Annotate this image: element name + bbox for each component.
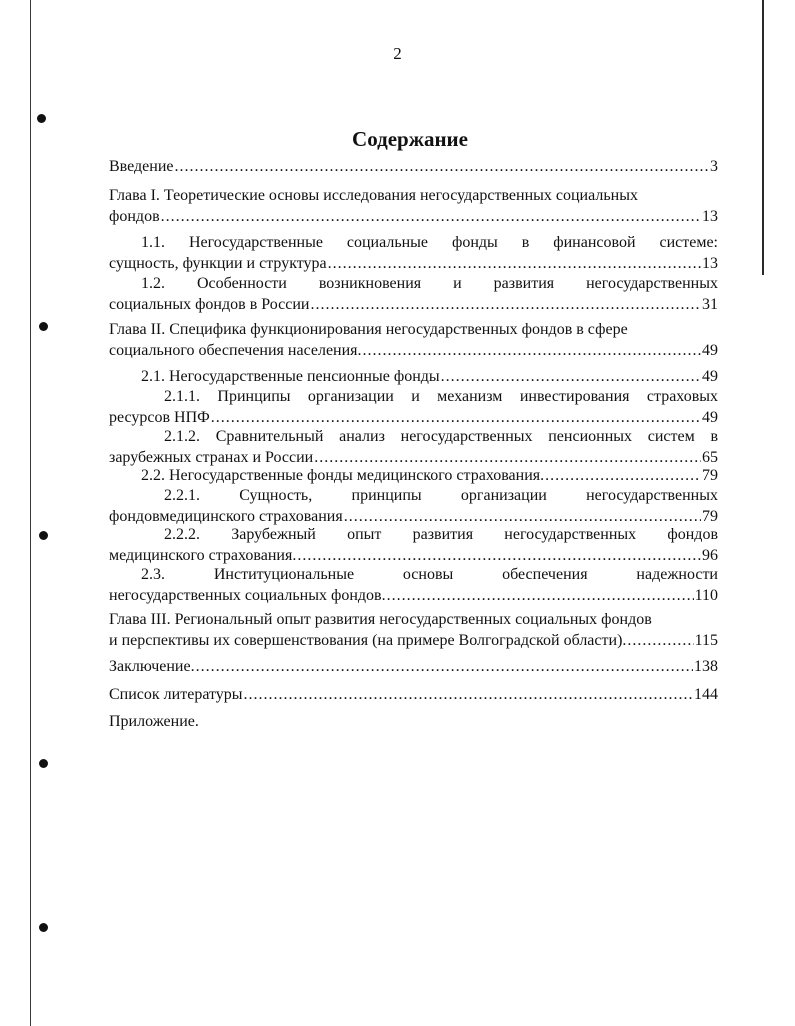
toc-entry-title: фондов [109,208,160,225]
toc-entry-intro[interactable] [109,156,718,177]
toc-page-number: 115 [694,632,718,649]
toc-entry-title: Приложение. [109,713,199,730]
toc-page-number: 65 [702,449,718,466]
toc-page-number: 49 [702,342,718,359]
toc-leader-dots [387,585,694,606]
toc-entry-title: фондовмедицинского страхования [109,508,343,525]
toc-entry-section-2-1[interactable] [141,366,718,387]
toc-entry-section-2-2-2[interactable] [109,524,718,566]
toc-leader-dots [211,407,701,428]
toc-entry-title-line: Глава II. Специфика функционирования негосударственных фондов в сфере [109,321,628,338]
toc-page-number: 79 [702,467,718,484]
toc-entry-chapter-1[interactable] [109,185,718,227]
toc-entry-title-line: 2.3. Институциональные основы обеспечения надежности [141,566,718,583]
punch-hole-mark [39,759,48,768]
toc-leader-dots [196,656,693,677]
toc-leader-dots [441,366,701,387]
toc-leader-dots [175,156,710,177]
toc-entry-section-2-3[interactable] [109,564,718,606]
page-number: 2 [393,44,402,63]
toc-entry-section-2-2-1[interactable] [109,485,718,527]
toc-entry-title-line: Глава I. Теоретические основы исследования негосударственных социальных [109,187,638,204]
toc-entry-title: негосударственных социальных фондов. [109,587,386,604]
toc-page-number: 49 [702,368,718,385]
toc-leader-dots [363,340,701,361]
toc-entry-chapter-3[interactable] [109,609,718,651]
toc-entry-title: Заключение. [109,658,195,675]
toc-entry-title: социального обеспечения населения. [109,342,362,359]
toc-entry-section-2-1-2[interactable] [109,426,718,468]
toc-page-number: 144 [694,686,718,703]
toc-page-number: 3 [710,158,718,175]
toc-page-number: 96 [702,547,718,564]
toc-entry-title: 2.1. Негосударственные пенсионные фонды [141,368,440,385]
scan-left-edge [30,0,31,1026]
toc-entry-title: сущность, функции и структура [109,255,327,272]
toc-leader-dots [627,630,693,651]
toc-entry-appendix[interactable] [109,711,718,732]
toc-leader-dots [545,465,701,486]
toc-leader-dots [328,253,701,274]
toc-entry-title: 2.2. Негосударственные фонды медицинского страхования. [141,467,545,484]
toc-entry-references[interactable] [109,684,718,705]
punch-hole-mark [39,322,48,331]
punch-hole-mark [39,531,48,540]
toc-entry-title-line: 2.2.1. Сущность, принципы организации негосударственных [164,487,718,504]
page-title: Содержание [352,127,468,151]
toc-entry-section-1-1[interactable] [109,232,718,274]
toc-entry-section-1-2[interactable] [109,273,718,315]
toc-entry-title: медицинского страхования. [109,547,297,564]
toc-leader-dots [297,545,701,566]
toc-entry-chapter-2[interactable] [109,319,718,361]
toc-leader-dots [161,206,701,227]
toc-leader-dots [310,294,701,315]
toc-page-number: 49 [702,409,718,426]
toc-entry-title-line: 1.2. Особенности возникновения и развития негосударственных [141,275,718,292]
toc-entry-title: и перспективы их совершенствования (на примере Волгоградской области). [109,632,627,649]
toc-page-number: 13 [702,208,718,225]
punch-hole-mark [39,923,48,932]
toc-page-number: 13 [702,255,718,272]
toc-page-number: 79 [702,508,718,525]
toc-entry-title: зарубежных странах и России [109,449,314,466]
toc-page-number: 31 [702,296,718,313]
toc-leader-dots [244,684,693,705]
toc-entry-title-line: 2.1.2. Сравнительный анализ негосударственных пенсионных систем в [164,428,718,445]
punch-hole-mark [37,114,46,123]
toc-page-number: 138 [694,658,718,675]
toc-page-number: 110 [694,587,718,604]
toc-entry-section-2-1-1[interactable] [109,386,718,428]
toc-entry-title-line: 1.1. Негосударственные социальные фонды в финансовой системе: [141,234,718,251]
toc-entry-title: социальных фондов в России [109,296,310,313]
toc-entry-title: ресурсов НПФ [109,409,210,426]
toc-entry-title-line: 2.2.2. Зарубежный опыт развития негосударственных фондов [164,526,718,543]
toc-entry-section-2-2[interactable] [141,465,718,486]
toc-entry-title-line: 2.1.1. Принципы организации и механизм инвестирования страховых [164,388,718,405]
toc-entry-conclusion[interactable] [109,656,718,677]
toc-entry-title-line: Глава III. Региональный опыт развития негосударственных социальных фондов [109,611,652,628]
toc-entry-title: Введение [109,158,174,175]
toc-entry-title: Список литературы [109,686,243,703]
